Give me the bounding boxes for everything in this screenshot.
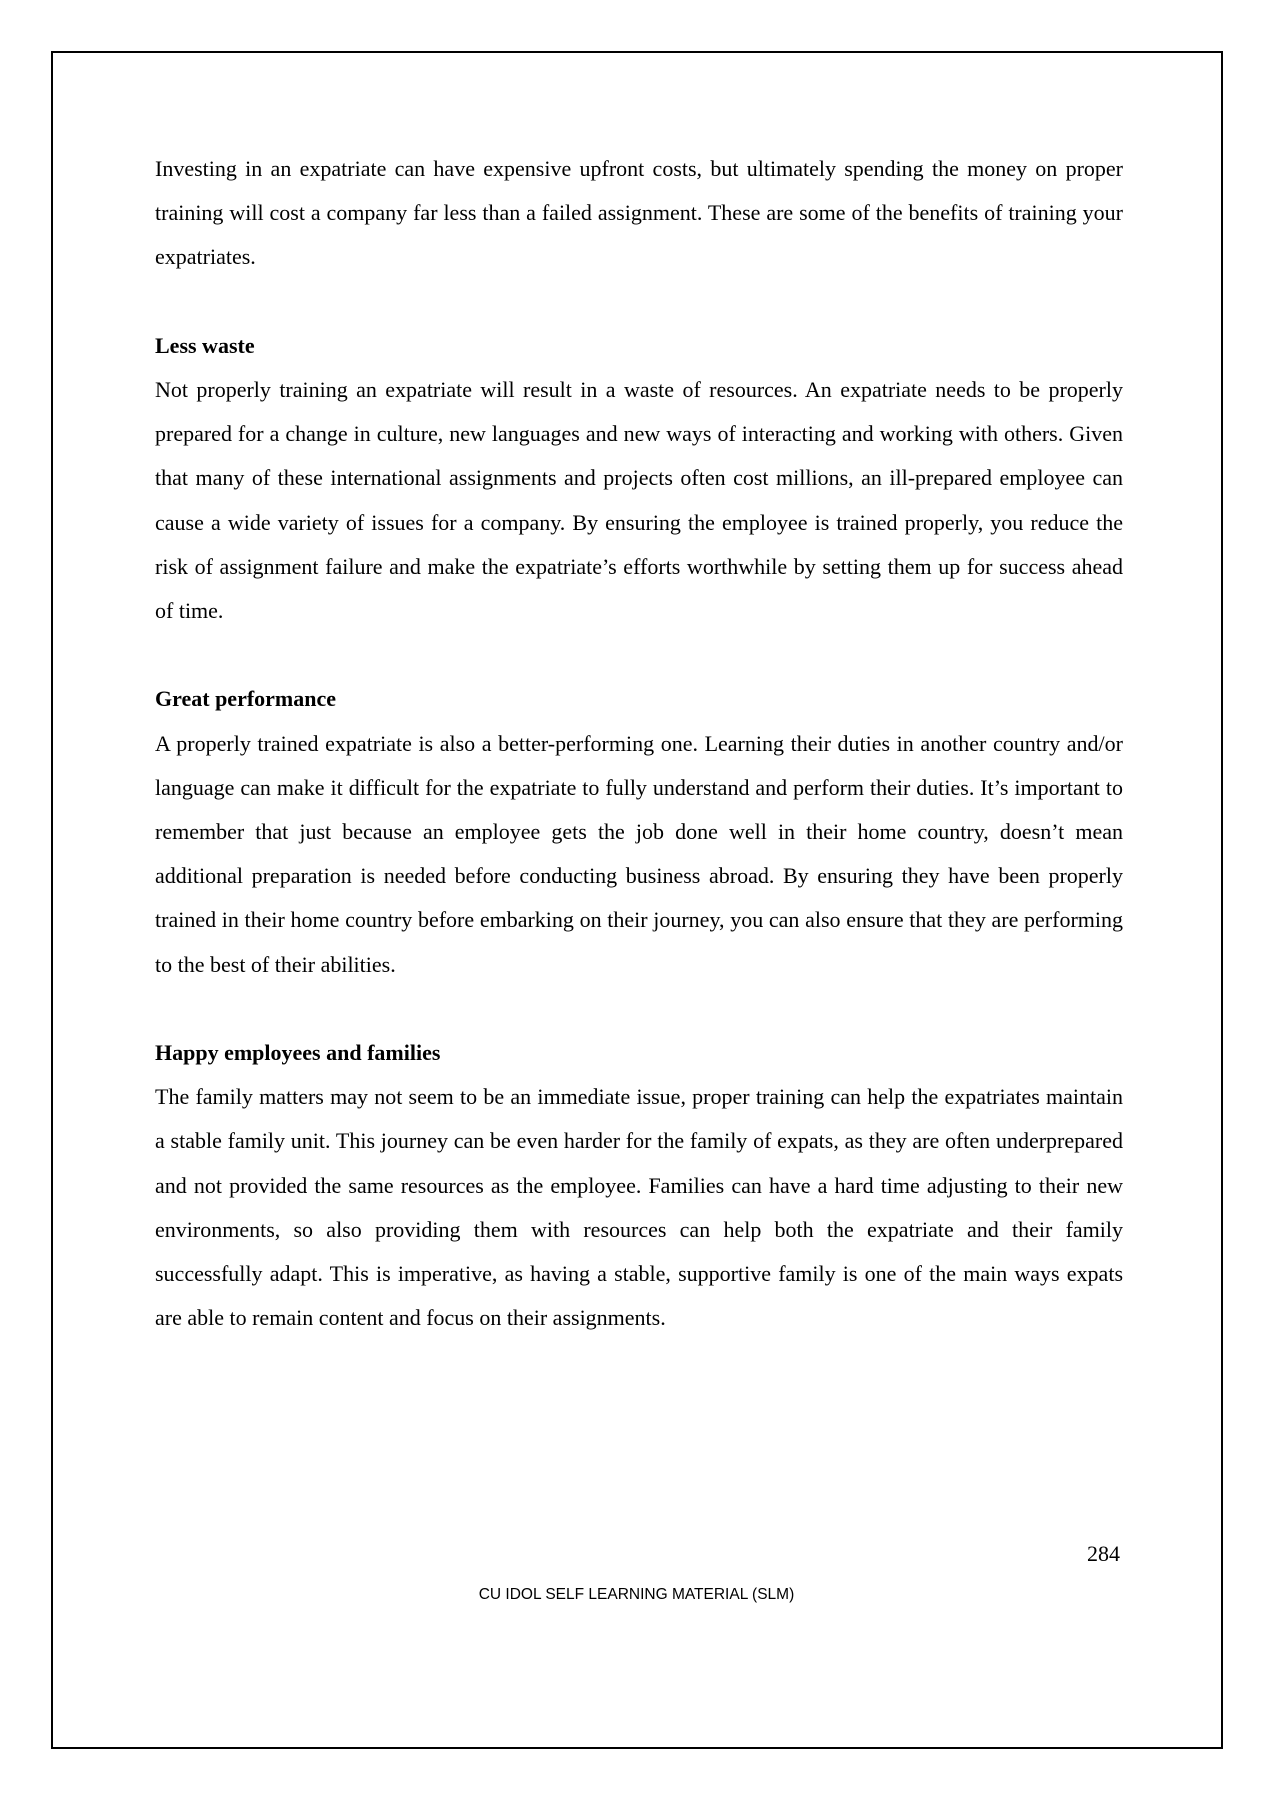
section-heading-great-performance: Great performance xyxy=(155,686,337,712)
section-heading-less-waste: Less waste xyxy=(155,332,255,358)
paragraph-spacer xyxy=(155,987,1123,1031)
section-body-less-waste: Not properly training an expatriate will result in a waste of resources. An expatriate needs to be properly prepared for a change in culture, new languages and new ways of interacting and working with others. Given that many of these international assignments and projects often cost millions, an ill-prepared employee can cause a wide variety of issues for a company. By ensuring the employee is trained properly, you reduce the risk of assignment failure and make the expatriate’s efforts worthwhile by setting them up for success ahead of time. xyxy=(155,377,1123,624)
section-body-great-performance: A properly trained expatriate is also a better-performing one. Learning their duties in another country and/or language can make it difficult for the expatriate to fully understand and perform their duties. It’s important to remember that just because an employee gets the job done well in their home country, doesn’t mean additional preparation is needed before conducting business abroad. By ensuring they have been properly trained in their home country before embarking on their journey, you can also ensure that they are performing to the best of their abilities. xyxy=(155,730,1123,977)
section-body-happy-employees: The family matters may not seem to be an immediate issue, proper training can help the expatriates maintain a stable family unit. This journey can be even harder for the family of expats, as they are often underprepared and not provided the same resources as the employee. Families can have a hard time adjusting to their new environments, so also providing them with resources can help both the expatriate and their family successfully adapt. This is imperative, as having a stable, supportive family is one of the main ways expats are able to remain content and focus on their assignments. xyxy=(155,1084,1123,1331)
page-content xyxy=(155,147,1123,1340)
paragraph-spacer xyxy=(155,633,1123,677)
section-heading-happy-employees: Happy employees and families xyxy=(155,1040,441,1066)
footer-text: CU IDOL SELF LEARNING MATERIAL (SLM) xyxy=(478,1586,795,1603)
page-number: 284 xyxy=(1087,1541,1120,1566)
intro-paragraph: Investing in an expatriate can have expensive upfront costs, but ultimately spending the money on proper training will cost a company far less than a failed assignment. These are some of the benefits of training your expatriates. xyxy=(155,156,1123,270)
paragraph-spacer xyxy=(155,280,1123,324)
